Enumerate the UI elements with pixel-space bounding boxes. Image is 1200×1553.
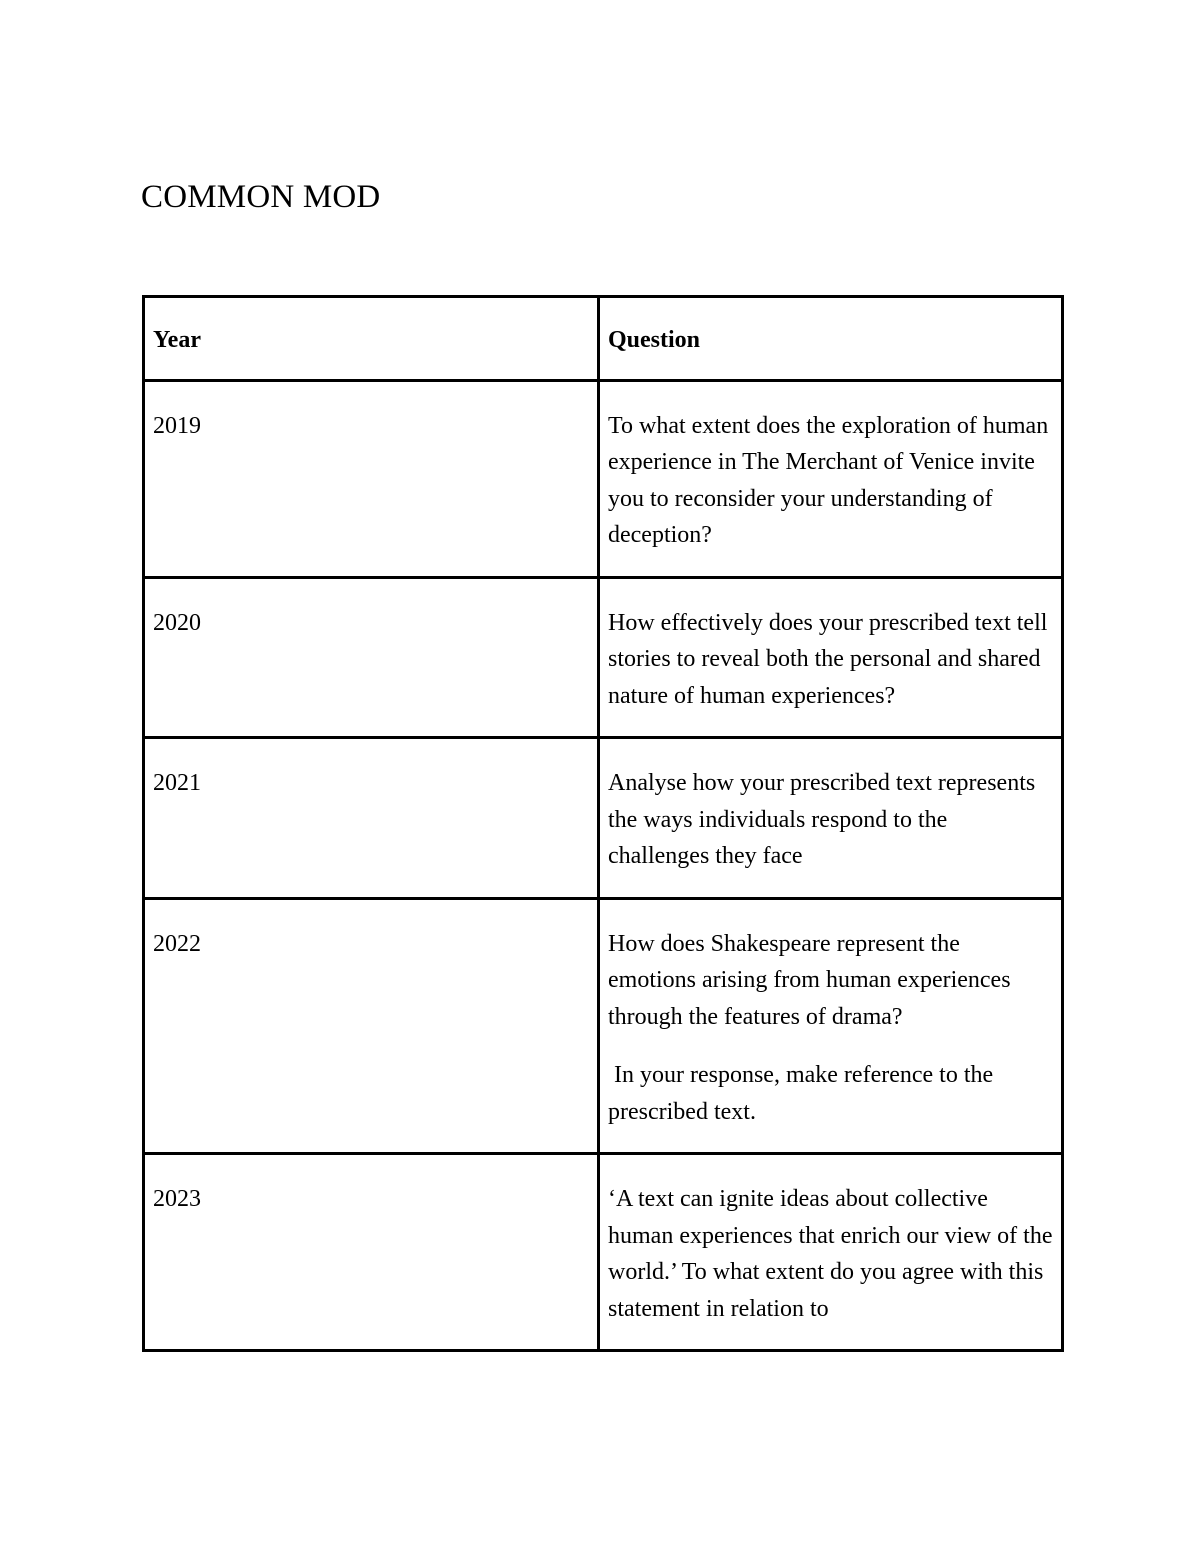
question-instruction-text: In your response, make reference to the prescribed text. — [608, 1062, 1000, 1125]
question-cell — [599, 380, 1063, 577]
table-row — [144, 738, 1063, 899]
table-row — [144, 1154, 1063, 1351]
question-cell — [599, 738, 1063, 899]
question-text: How does Shakespeare represent the emotions arising from human experiences through the features of drama? — [608, 930, 1011, 1030]
question-text: To what extent does the exploration of human experience in The Merchant of Venice invite you to reconsider your understanding of deception? — [608, 412, 1049, 548]
question-cell — [599, 898, 1063, 1154]
questions-table — [142, 295, 1064, 1352]
question-text: Analyse how your prescribed text represents the ways individuals respond to the challenges they face — [608, 770, 1036, 869]
year-cell: 2023 — [144, 1154, 599, 1351]
year-cell: 2020 — [144, 577, 599, 738]
year-cell: 2022 — [144, 898, 599, 1154]
year-cell: 2019 — [144, 380, 599, 577]
table-header-row — [144, 297, 1063, 381]
year-cell: 2021 — [144, 738, 599, 899]
question-text: ‘A text can ignite ideas about collective human experiences that enrich our view of the world.’ To what extent do you agree with this statement in relation to — [608, 1186, 1053, 1322]
page-title: COMMON MOD — [141, 179, 381, 215]
table-row — [144, 898, 1063, 1154]
question-cell — [599, 577, 1063, 738]
question-column-header: Question — [599, 297, 1063, 381]
year-column-header: Year — [144, 297, 599, 381]
question-cell — [599, 1154, 1063, 1351]
question-text: How effectively does your prescribed text tell stories to reveal both the personal and shared nature of human experiences? — [608, 609, 1048, 709]
table-row — [144, 380, 1063, 577]
table-row — [144, 577, 1063, 738]
